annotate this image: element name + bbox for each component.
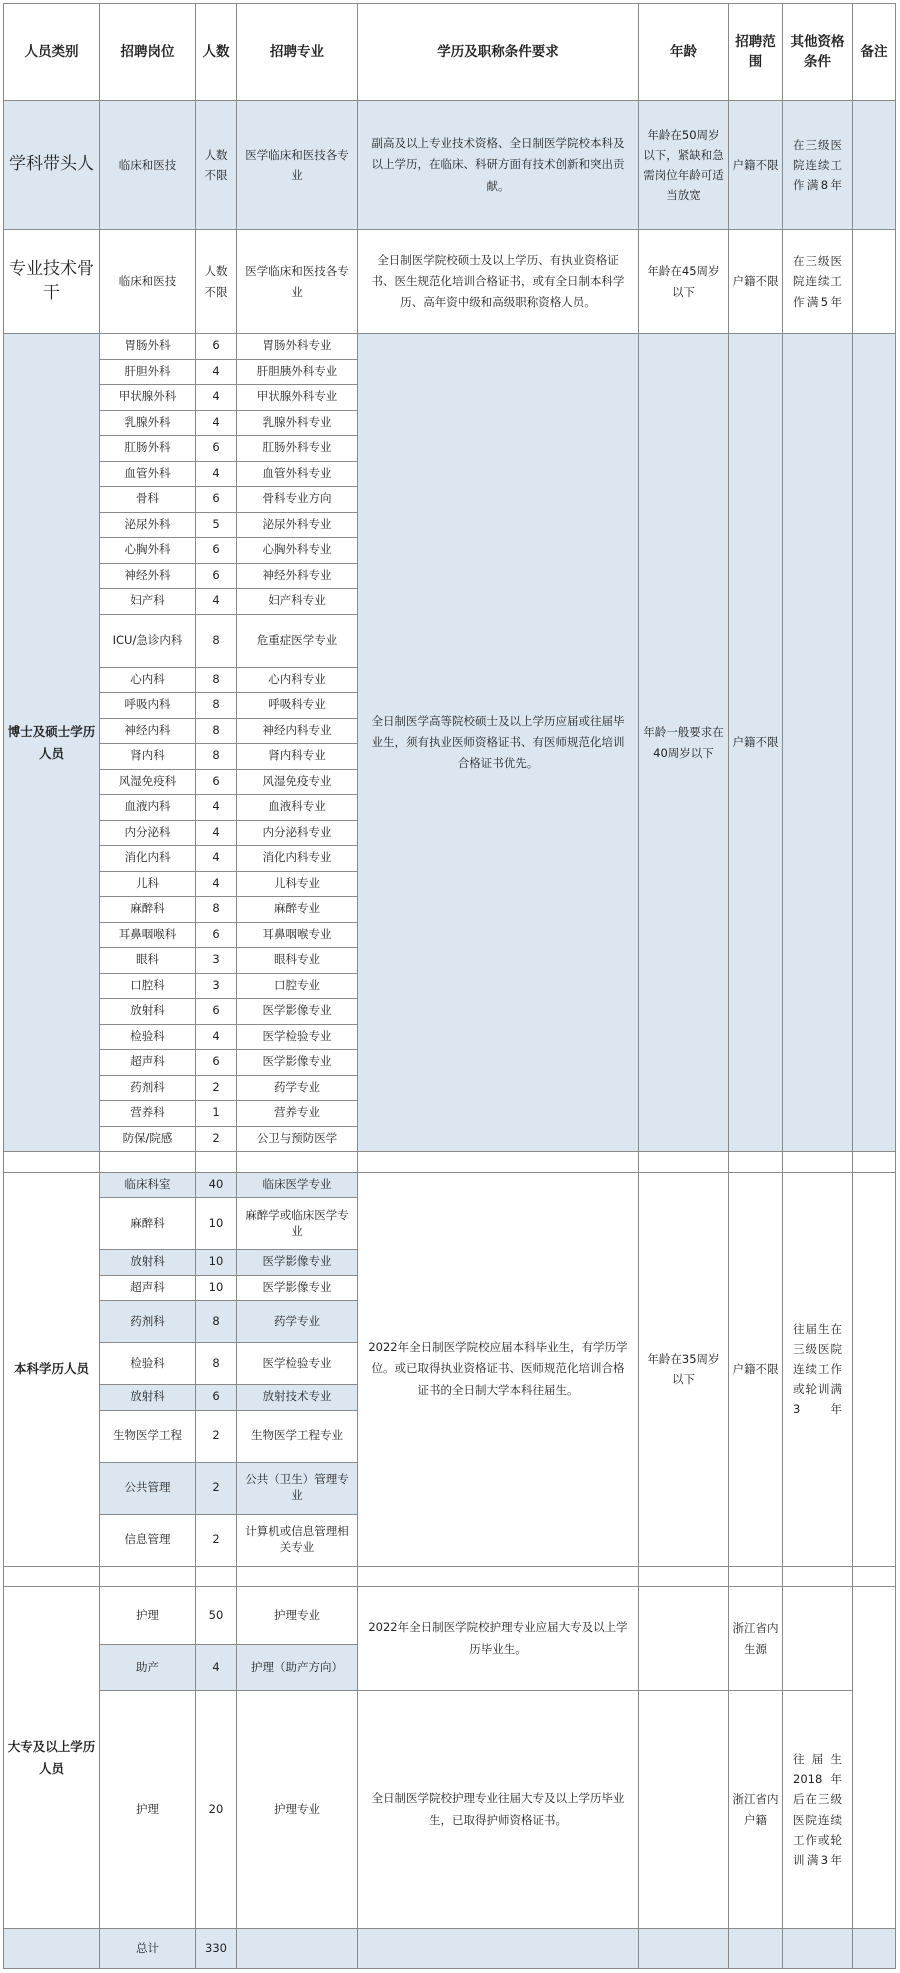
bachelor-position: 药剂科 bbox=[100, 1301, 196, 1343]
phd-count: 4 bbox=[196, 871, 237, 897]
phd-category: 博士及硕士学历人员 bbox=[4, 334, 100, 1152]
phd-position: 口腔科 bbox=[100, 973, 196, 999]
phd-count: 3 bbox=[196, 948, 237, 974]
total-empty bbox=[639, 1929, 729, 1969]
leader-other: 在三级医院连续工作满8年 bbox=[783, 101, 853, 230]
phd-major: 神经内科专业 bbox=[237, 718, 358, 744]
college-count: 50 bbox=[196, 1587, 237, 1645]
header-scope: 招聘范围 bbox=[729, 4, 783, 101]
bachelor-position: 生物医学工程 bbox=[100, 1410, 196, 1462]
college-major: 护理专业 bbox=[237, 1691, 358, 1929]
bachelor-position: 信息管理 bbox=[100, 1514, 196, 1566]
bachelor-major: 药学专业 bbox=[237, 1301, 358, 1343]
separator-cell bbox=[729, 1566, 783, 1587]
phd-position: 防保/院感 bbox=[100, 1126, 196, 1152]
bachelor-count: 2 bbox=[196, 1410, 237, 1462]
bachelor-count: 6 bbox=[196, 1385, 237, 1411]
phd-position: ICU/急诊内科 bbox=[100, 614, 196, 667]
phd-count: 6 bbox=[196, 769, 237, 795]
college-major: 护理（助产方向） bbox=[237, 1645, 358, 1691]
bachelor-major: 放射技术专业 bbox=[237, 1385, 358, 1411]
phd-position: 血管外科 bbox=[100, 461, 196, 487]
separator-cell bbox=[100, 1152, 196, 1173]
phd-position: 肾内科 bbox=[100, 744, 196, 770]
separator-cell bbox=[237, 1152, 358, 1173]
phd-major: 血管外科专业 bbox=[237, 461, 358, 487]
header-row bbox=[4, 4, 896, 101]
total-empty bbox=[237, 1929, 358, 1969]
header-position: 招聘岗位 bbox=[100, 4, 196, 101]
leader-remark bbox=[853, 101, 896, 230]
bachelor-major: 医学检验专业 bbox=[237, 1343, 358, 1385]
phd-major: 肾内科专业 bbox=[237, 744, 358, 770]
phd-position: 骨科 bbox=[100, 487, 196, 513]
backbone-other: 在三级医院连续工作满5年 bbox=[783, 230, 853, 334]
phd-requirements: 全日制医学高等院校硕士及以上学历应届或往届毕业生，须有执业医师资格证书、有医师规范化培训合格证书优先。 bbox=[358, 334, 639, 1152]
bachelor-count: 10 bbox=[196, 1275, 237, 1301]
section-separator bbox=[4, 1566, 896, 1587]
bachelor-scope: 户籍不限 bbox=[729, 1172, 783, 1566]
leader-scope: 户籍不限 bbox=[729, 101, 783, 230]
backbone-requirements: 全日制医学院校硕士及以上学历、有执业资格证书、医生规范化培训合格证书，或有全日制本科学历、高年资中级和高级职称资格人员。 bbox=[358, 230, 639, 334]
bachelor-position: 超声科 bbox=[100, 1275, 196, 1301]
bachelor-category: 本科学历人员 bbox=[4, 1172, 100, 1566]
bachelor-count: 2 bbox=[196, 1514, 237, 1566]
phd-count: 6 bbox=[196, 999, 237, 1025]
backbone-position: 临床和医技 bbox=[100, 230, 196, 334]
backbone-age: 年龄在45周岁以下 bbox=[639, 230, 729, 334]
phd-major: 甲状腺外科专业 bbox=[237, 385, 358, 411]
bachelor-other: 往届生在三级医院连续工作或轮训满3年 bbox=[783, 1172, 853, 1566]
phd-count: 4 bbox=[196, 589, 237, 615]
college-count: 4 bbox=[196, 1645, 237, 1691]
phd-position: 神经外科 bbox=[100, 563, 196, 589]
total-count: 330 bbox=[196, 1929, 237, 1969]
phd-count: 4 bbox=[196, 795, 237, 821]
college-other: 往届生2018年后在三级医院连续工作或轮训满3年 bbox=[783, 1691, 853, 1929]
phd-count: 8 bbox=[196, 744, 237, 770]
bachelor-requirements: 2022年全日制医学院校应届本科毕业生，有学历学位。或已取得执业资格证书、医师规范化培训合格证书的全日制大学本科往届生。 bbox=[358, 1172, 639, 1566]
phd-major: 营养专业 bbox=[237, 1101, 358, 1127]
phd-major: 肛肠外科专业 bbox=[237, 436, 358, 462]
phd-major: 医学影像专业 bbox=[237, 1050, 358, 1076]
bachelor-count: 10 bbox=[196, 1250, 237, 1276]
total-empty bbox=[358, 1929, 639, 1969]
phd-major: 肝胆胰外科专业 bbox=[237, 359, 358, 385]
phd-count: 8 bbox=[196, 614, 237, 667]
separator-cell bbox=[783, 1152, 853, 1173]
phd-position: 甲状腺外科 bbox=[100, 385, 196, 411]
college-age bbox=[639, 1691, 729, 1929]
phd-position: 消化内科 bbox=[100, 846, 196, 872]
phd-position: 胃肠外科 bbox=[100, 334, 196, 360]
total-empty bbox=[783, 1929, 853, 1969]
phd-count: 8 bbox=[196, 897, 237, 923]
phd-major: 胃肠外科专业 bbox=[237, 334, 358, 360]
phd-position: 风湿免疫科 bbox=[100, 769, 196, 795]
phd-count: 8 bbox=[196, 693, 237, 719]
phd-count: 6 bbox=[196, 436, 237, 462]
phd-position: 乳腺外科 bbox=[100, 410, 196, 436]
phd-major: 药学专业 bbox=[237, 1075, 358, 1101]
phd-major: 骨科专业方向 bbox=[237, 487, 358, 513]
header-major: 招聘专业 bbox=[237, 4, 358, 101]
phd-major: 泌尿外科专业 bbox=[237, 512, 358, 538]
backbone-category: 专业技术骨干 bbox=[4, 230, 100, 334]
leader-position: 临床和医技 bbox=[100, 101, 196, 230]
phd-position: 泌尿外科 bbox=[100, 512, 196, 538]
bachelor-position: 公共管理 bbox=[100, 1462, 196, 1514]
leader-row bbox=[4, 101, 896, 230]
phd-position: 超声科 bbox=[100, 1050, 196, 1076]
phd-count: 5 bbox=[196, 512, 237, 538]
header-remark: 备注 bbox=[853, 4, 896, 101]
separator-cell bbox=[196, 1566, 237, 1587]
phd-major: 儿科专业 bbox=[237, 871, 358, 897]
bachelor-count: 40 bbox=[196, 1172, 237, 1198]
phd-major: 医学影像专业 bbox=[237, 999, 358, 1025]
college-other bbox=[783, 1587, 853, 1691]
section-separator bbox=[4, 1152, 896, 1173]
bachelor-major: 计算机或信息管理相关专业 bbox=[237, 1514, 358, 1566]
phd-position: 耳鼻咽喉科 bbox=[100, 922, 196, 948]
separator-cell bbox=[783, 1566, 853, 1587]
separator-cell bbox=[4, 1152, 100, 1173]
bachelor-position: 麻醉科 bbox=[100, 1198, 196, 1250]
phd-count: 3 bbox=[196, 973, 237, 999]
separator-cell bbox=[639, 1566, 729, 1587]
college-count: 20 bbox=[196, 1691, 237, 1929]
bachelor-major: 公共（卫生）管理专业 bbox=[237, 1462, 358, 1514]
phd-scope: 户籍不限 bbox=[729, 334, 783, 1152]
college-position: 助产 bbox=[100, 1645, 196, 1691]
phd-count: 2 bbox=[196, 1075, 237, 1101]
phd-position: 血液内科 bbox=[100, 795, 196, 821]
phd-major: 风湿免疫专业 bbox=[237, 769, 358, 795]
phd-count: 8 bbox=[196, 667, 237, 693]
phd-position: 肛肠外科 bbox=[100, 436, 196, 462]
bachelor-major: 临床医学专业 bbox=[237, 1172, 358, 1198]
phd-other bbox=[783, 334, 853, 1152]
college-row-nursing bbox=[4, 1587, 896, 1645]
backbone-major: 医学临床和医技各专业 bbox=[237, 230, 358, 334]
phd-major: 医学检验专业 bbox=[237, 1024, 358, 1050]
separator-cell bbox=[639, 1152, 729, 1173]
backbone-scope: 户籍不限 bbox=[729, 230, 783, 334]
phd-major: 公卫与预防医学 bbox=[237, 1126, 358, 1152]
phd-position: 儿科 bbox=[100, 871, 196, 897]
phd-count: 8 bbox=[196, 718, 237, 744]
phd-major: 眼科专业 bbox=[237, 948, 358, 974]
phd-major: 内分泌科专业 bbox=[237, 820, 358, 846]
bachelor-major: 医学影像专业 bbox=[237, 1250, 358, 1276]
recruitment-table bbox=[3, 3, 896, 1969]
phd-major: 心内科专业 bbox=[237, 667, 358, 693]
phd-count: 4 bbox=[196, 359, 237, 385]
total-empty bbox=[853, 1929, 896, 1969]
leader-category: 学科带头人 bbox=[4, 101, 100, 230]
header-category: 人员类别 bbox=[4, 4, 100, 101]
separator-cell bbox=[853, 1152, 896, 1173]
phd-major: 妇产科专业 bbox=[237, 589, 358, 615]
bachelor-age: 年龄在35周岁以下 bbox=[639, 1172, 729, 1566]
leader-requirements: 副高及以上专业技术资格、全日制医学院校本科及以上学历，在临床、科研方面有技术创新和突出贡献。 bbox=[358, 101, 639, 230]
phd-remark bbox=[853, 334, 896, 1152]
college-scope: 浙江省内户籍 bbox=[729, 1691, 783, 1929]
phd-position: 神经内科 bbox=[100, 718, 196, 744]
backbone-remark bbox=[853, 230, 896, 334]
phd-age: 年龄一般要求在40周岁以下 bbox=[639, 334, 729, 1152]
phd-position: 放射科 bbox=[100, 999, 196, 1025]
phd-count: 4 bbox=[196, 410, 237, 436]
bachelor-position: 放射科 bbox=[100, 1385, 196, 1411]
phd-major: 耳鼻咽喉专业 bbox=[237, 922, 358, 948]
header-other: 其他资格条件 bbox=[783, 4, 853, 101]
phd-count: 6 bbox=[196, 563, 237, 589]
bachelor-major: 生物医学工程专业 bbox=[237, 1410, 358, 1462]
phd-count: 4 bbox=[196, 846, 237, 872]
total-label: 总计 bbox=[100, 1929, 196, 1969]
phd-major: 呼吸科专业 bbox=[237, 693, 358, 719]
phd-major: 乳腺外科专业 bbox=[237, 410, 358, 436]
phd-major: 麻醉专业 bbox=[237, 897, 358, 923]
backbone-row bbox=[4, 230, 896, 334]
header-count: 人数 bbox=[196, 4, 237, 101]
college-category: 大专及以上学历人员 bbox=[4, 1587, 100, 1929]
phd-major: 血液科专业 bbox=[237, 795, 358, 821]
phd-count: 1 bbox=[196, 1101, 237, 1127]
bachelor-position: 临床科室 bbox=[100, 1172, 196, 1198]
phd-position: 内分泌科 bbox=[100, 820, 196, 846]
phd-position: 呼吸内科 bbox=[100, 693, 196, 719]
separator-cell bbox=[358, 1566, 639, 1587]
phd-major: 神经外科专业 bbox=[237, 563, 358, 589]
phd-count: 6 bbox=[196, 922, 237, 948]
phd-position: 妇产科 bbox=[100, 589, 196, 615]
phd-position: 心内科 bbox=[100, 667, 196, 693]
bachelor-count: 2 bbox=[196, 1462, 237, 1514]
separator-cell bbox=[196, 1152, 237, 1173]
leader-count: 人数不限 bbox=[196, 101, 237, 230]
college-requirements: 2022年全日制医学院校护理专业应届大专及以上学历毕业生。 bbox=[358, 1587, 639, 1691]
phd-count: 6 bbox=[196, 487, 237, 513]
phd-count: 4 bbox=[196, 385, 237, 411]
phd-count: 4 bbox=[196, 820, 237, 846]
college-scope: 浙江省内生源 bbox=[729, 1587, 783, 1691]
college-age bbox=[639, 1587, 729, 1691]
bachelor-major: 麻醉学或临床医学专业 bbox=[237, 1198, 358, 1250]
phd-major: 危重症医学专业 bbox=[237, 614, 358, 667]
bachelor-count: 8 bbox=[196, 1301, 237, 1343]
separator-cell bbox=[237, 1566, 358, 1587]
separator-cell bbox=[100, 1566, 196, 1587]
phd-count: 4 bbox=[196, 461, 237, 487]
phd-position: 麻醉科 bbox=[100, 897, 196, 923]
college-requirements: 全日制医学院校护理专业往届大专及以上学历毕业生，已取得护师资格证书。 bbox=[358, 1691, 639, 1929]
phd-count: 6 bbox=[196, 538, 237, 564]
bachelor-position: 检验科 bbox=[100, 1343, 196, 1385]
total-blank bbox=[4, 1929, 100, 1969]
phd-position: 心胸外科 bbox=[100, 538, 196, 564]
phd-major: 消化内科专业 bbox=[237, 846, 358, 872]
header-age: 年龄 bbox=[639, 4, 729, 101]
bachelor-count: 10 bbox=[196, 1198, 237, 1250]
separator-cell bbox=[4, 1566, 100, 1587]
separator-cell bbox=[729, 1152, 783, 1173]
phd-position: 眼科 bbox=[100, 948, 196, 974]
phd-row bbox=[4, 334, 896, 360]
college-major: 护理专业 bbox=[237, 1587, 358, 1645]
leader-age: 年龄在50周岁以下，紧缺和急需岗位年龄可适当放宽 bbox=[639, 101, 729, 230]
college-row-nursing-experienced bbox=[4, 1691, 896, 1929]
recruitment-table-sheet bbox=[3, 3, 895, 1969]
separator-cell bbox=[358, 1152, 639, 1173]
phd-count: 4 bbox=[196, 1024, 237, 1050]
phd-major: 心胸外科专业 bbox=[237, 538, 358, 564]
leader-major: 医学临床和医技各专业 bbox=[237, 101, 358, 230]
total-empty bbox=[729, 1929, 783, 1969]
phd-position: 肝胆外科 bbox=[100, 359, 196, 385]
bachelor-position: 放射科 bbox=[100, 1250, 196, 1276]
phd-position: 营养科 bbox=[100, 1101, 196, 1127]
backbone-count: 人数不限 bbox=[196, 230, 237, 334]
bachelor-remark bbox=[853, 1172, 896, 1566]
separator-cell bbox=[853, 1566, 896, 1587]
bachelor-row bbox=[4, 1172, 896, 1198]
total-row bbox=[4, 1929, 896, 1969]
bachelor-count: 8 bbox=[196, 1343, 237, 1385]
phd-count: 6 bbox=[196, 334, 237, 360]
phd-major: 口腔专业 bbox=[237, 973, 358, 999]
bachelor-major: 医学影像专业 bbox=[237, 1275, 358, 1301]
phd-count: 2 bbox=[196, 1126, 237, 1152]
college-remark bbox=[853, 1587, 896, 1929]
phd-position: 检验科 bbox=[100, 1024, 196, 1050]
phd-position: 药剂科 bbox=[100, 1075, 196, 1101]
college-position: 护理 bbox=[100, 1587, 196, 1645]
college-position: 护理 bbox=[100, 1691, 196, 1929]
header-requirements: 学历及职称条件要求 bbox=[358, 4, 639, 101]
phd-count: 6 bbox=[196, 1050, 237, 1076]
